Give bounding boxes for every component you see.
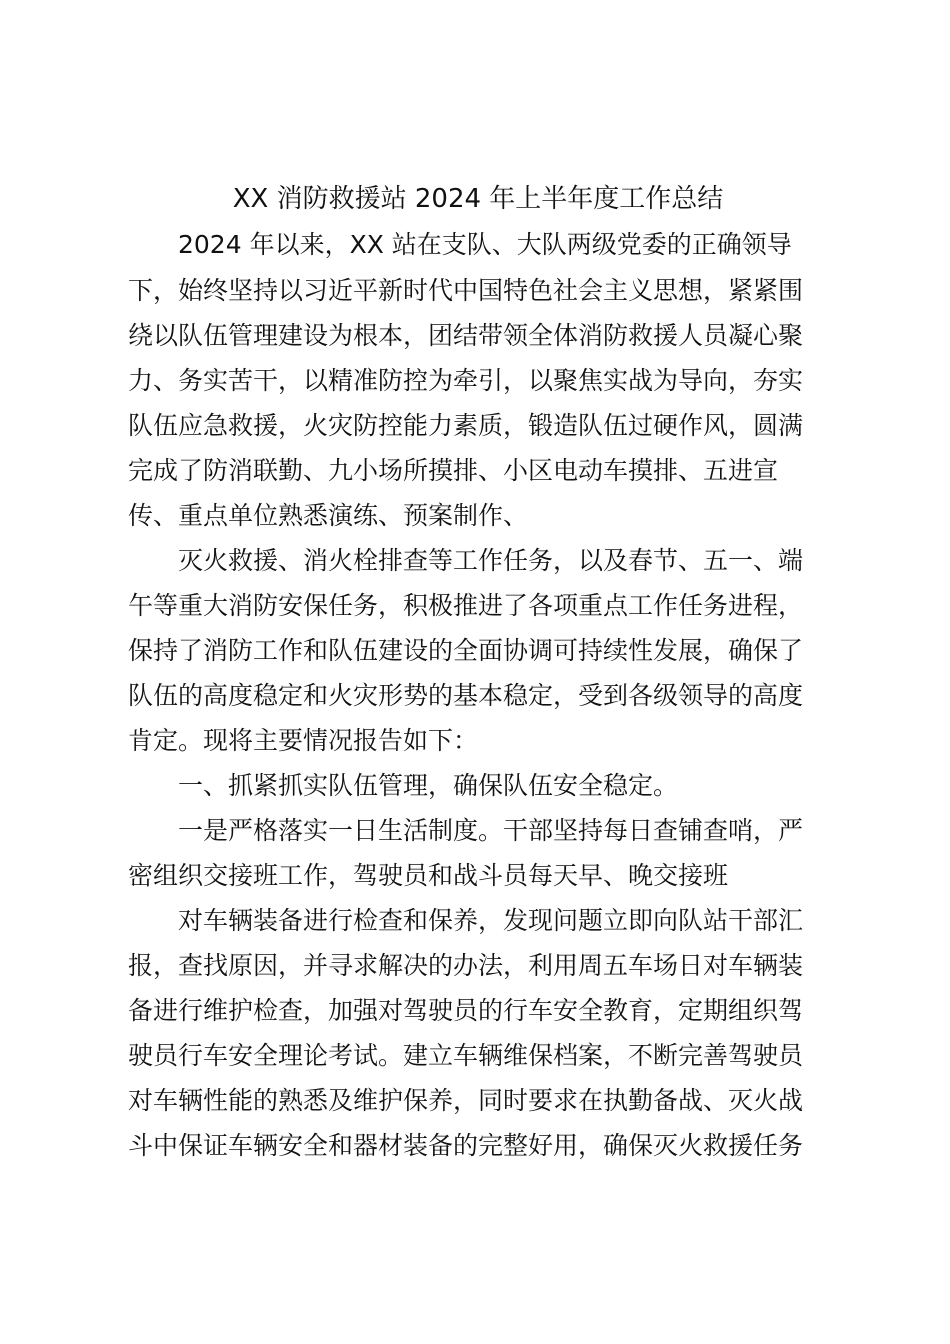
paragraph-line: 午等重大消防安保任务，积极推进了各项重点工作任务进程， bbox=[128, 591, 804, 620]
paragraph-line: 肯定。现将主要情况报告如下： bbox=[128, 726, 479, 755]
paragraph-line: 一是严格落实一日生活制度。干部坚持每日查铺查哨，严 bbox=[178, 816, 804, 845]
paragraph-line: 备进行维护检查，加强对驾驶员的行车安全教育，定期组织驾 bbox=[128, 996, 804, 1025]
paragraph-line: 下，始终坚持以习近平新时代中国特色社会主义思想，紧紧围 bbox=[128, 276, 804, 305]
paragraph-line: 驶员行车安全理论考试。建立车辆维保档案，不断完善驾驶员 bbox=[128, 1041, 804, 1070]
paragraph-line: 对车辆装备进行检查和保养，发现问题立即向队站干部汇 bbox=[178, 906, 804, 935]
paragraph-line: 完成了防消联勤、九小场所摸排、小区电动车摸排、五进宣 bbox=[128, 456, 779, 485]
paragraph-line: 密组织交接班工作，驾驶员和战斗员每天早、晚交接班 bbox=[128, 861, 729, 890]
paragraph-line: 报，查找原因，并寻求解决的办法，利用周五车场日对车辆装 bbox=[128, 951, 804, 980]
paragraph-line: 队伍应急救援，火灾防控能力素质，锻造队伍过硬作风，圆满 bbox=[128, 411, 804, 440]
paragraph-line: 斗中保证车辆安全和器材装备的完整好用，确保灭火救援任务 bbox=[128, 1131, 804, 1160]
paragraph-line: 力、务实苦干，以精准防控为牵引，以聚焦实战为导向，夯实 bbox=[128, 366, 804, 395]
paragraph-line: 对车辆性能的熟悉及维护保养，同时要求在执勤备战、灭火战 bbox=[128, 1086, 804, 1115]
paragraph-line: 绕以队伍管理建设为根本，团结带领全体消防救援人员凝心聚 bbox=[128, 321, 804, 350]
paragraph-line: 保持了消防工作和队伍建设的全面协调可持续性发展，确保了 bbox=[128, 636, 804, 665]
section-heading: 一、抓紧抓实队伍管理，确保队伍安全稳定。 bbox=[178, 771, 679, 800]
paragraph-line: 传、重点单位熟悉演练、预案制作、 bbox=[128, 501, 529, 530]
paragraph-line: 队伍的高度稳定和火灾形势的基本稳定，受到各级领导的高度 bbox=[128, 681, 804, 710]
paragraph-line: 灭火救援、消火栓排查等工作任务，以及春节、五一、端 bbox=[178, 546, 804, 575]
document-title: XX 消防救援站 2024 年上半年度工作总结 bbox=[232, 184, 724, 214]
paragraph-line: 2024 年以来，XX 站在支队、大队两级党委的正确领导 bbox=[178, 230, 792, 259]
